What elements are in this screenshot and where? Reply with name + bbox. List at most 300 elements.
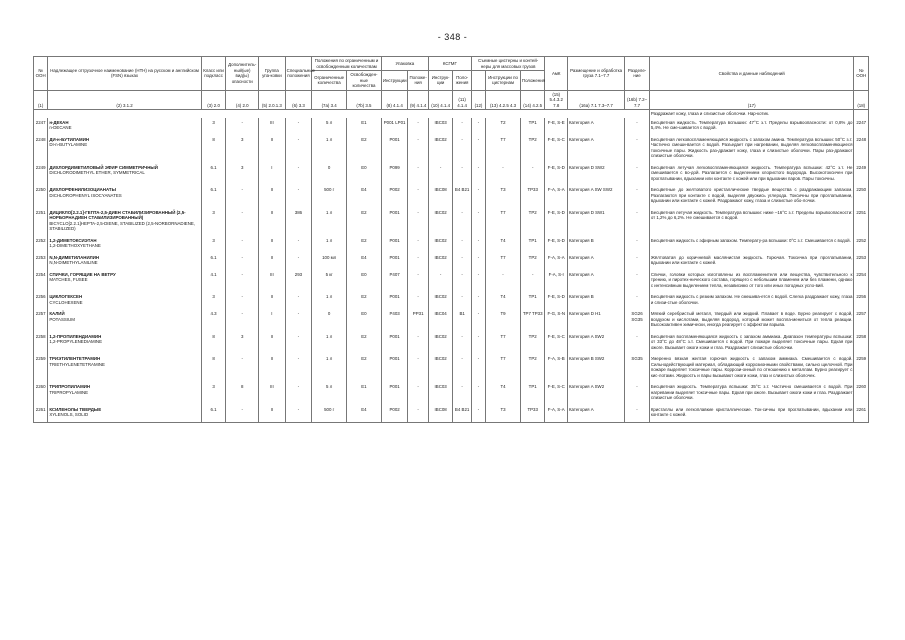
un-number-cell: 2260 xyxy=(854,382,869,402)
name-cell xyxy=(48,208,201,233)
properties-cell: Жёлтоватая до коричневой маслянистая жидкость. Горючая. Токсична при проглатывании, вдыхании или контакте с кожей. xyxy=(650,254,853,265)
table-row xyxy=(34,354,869,379)
seg-cell: - xyxy=(625,292,650,306)
sp-cell: 293 xyxy=(285,270,312,290)
dangerous-goods-table xyxy=(33,56,869,423)
pg-cell: II xyxy=(259,253,286,267)
t1-cell: - xyxy=(471,236,485,250)
column-number: (4) 2.0 xyxy=(226,90,259,110)
ibc-cell: IBC04 xyxy=(428,309,453,329)
sp-cell: - xyxy=(285,185,312,205)
ibc-cell: IBC08 xyxy=(428,405,453,419)
un-number-cell: 2257 xyxy=(34,309,48,329)
sp-cell: - xyxy=(285,332,312,352)
ibc-cell: - xyxy=(428,270,453,290)
tcode-cell: T4 xyxy=(486,292,521,306)
t1-cell: - xyxy=(471,208,485,233)
un-number-cell: 2254 xyxy=(854,270,869,290)
pp-cell: - xyxy=(408,405,428,419)
tp-cell: - xyxy=(520,270,545,290)
ibcp-cell: - xyxy=(453,292,471,306)
header-ibc-instructions: Инструк-ции xyxy=(428,71,453,91)
t1-cell: - xyxy=(471,135,485,160)
seg-cell: - xyxy=(625,332,650,352)
pi-cell: P001 LP01 xyxy=(381,118,408,132)
table-row xyxy=(34,118,869,132)
pg-cell: II xyxy=(259,405,286,419)
name-ru: ТРИЭТИЛЕНТЕТРАМИН xyxy=(49,356,101,361)
tp-cell: - xyxy=(520,163,545,183)
column-number: (13) 4.2.5 4.3 xyxy=(486,90,521,110)
lq-cell: 1 л xyxy=(312,332,347,352)
name-cell xyxy=(48,135,201,160)
pp-cell: - xyxy=(408,236,428,250)
eq-cell: E1 xyxy=(347,118,382,132)
ibc-cell: IBC03 xyxy=(428,382,453,402)
pg-cell: II xyxy=(259,292,286,306)
pi-cell: P001 xyxy=(381,382,408,402)
tcode-cell: T2 xyxy=(486,118,521,132)
tcode-cell: T4 xyxy=(486,236,521,250)
properties-cell: Мягкий серебристый металл, твердый или жидкий. Плавает в воде. Бурно реагирует с водой, воздухом и кислотами, выделяя водород, который может воспла-мениться от тепла реакции. Высокоактивен химически, иногда реагирует с эффектом взрыва. xyxy=(650,311,853,327)
un-number-cell: 2260 xyxy=(34,382,48,402)
cls-cell: 3 xyxy=(201,236,226,250)
sub-cell: - xyxy=(226,405,259,419)
header-packing-group: Группа упа-ковки xyxy=(259,57,286,91)
name-ru: ДИХЛОРФЕНИЛИЗОЦИАНАТЫ xyxy=(49,187,116,192)
continuation-row xyxy=(34,110,869,118)
pi-cell: P099 xyxy=(381,163,408,183)
stow-cell: Категория B xyxy=(567,236,624,250)
header-tank-provisions: Положения xyxy=(520,71,545,91)
stow-cell: Категория A xyxy=(567,270,624,290)
properties-cell: Бесцветная летучая легковоспламеняющаяся жидкость. Температура вспышки: 42°C з.т. Не смешивается с во-дой. Разлагается с выделением хлористого водорода. Высокотоксичен при проглатывании, вдыхании или контакте с кожей или при вдыхании паров. Пары токсичны. xyxy=(650,164,853,181)
ibcp-cell: - xyxy=(453,236,471,250)
header-adr-code: АмК xyxy=(545,57,568,91)
column-number: (18) xyxy=(854,90,869,110)
lq-cell: 5 л xyxy=(312,118,347,132)
table-row xyxy=(34,332,869,352)
ibc-cell: IBC02 xyxy=(428,292,453,306)
t1-cell: - xyxy=(471,309,485,329)
name-ru: ТРИПРОПИЛАМИН xyxy=(49,384,91,389)
lq-cell: 1 л xyxy=(312,236,347,250)
lq-cell: 1 л xyxy=(312,292,347,306)
t1-cell: - xyxy=(471,382,485,402)
name-en: TRIPROPYLAMINE xyxy=(49,389,89,395)
t1-cell: - xyxy=(471,185,485,205)
ibcp-cell: - xyxy=(453,118,471,132)
name-cell xyxy=(48,382,201,402)
pi-cell: P001 xyxy=(381,253,408,267)
ibc-cell: IBC02 xyxy=(428,332,453,352)
properties-cell: Бесцветная жидкость. Температура вспышки: 35°C з.т. Частично смешивается с водой. При нагревании выделяет токсичные пары. Едкая при ожоге. Вызывает ожоги кожи и глаз. Раздражает слизистые оболочки. xyxy=(650,384,853,400)
seg-cell: - xyxy=(625,270,650,290)
pi-cell: P403 xyxy=(381,309,408,329)
cls-cell: 6.1 xyxy=(201,405,226,419)
lq-cell: 500 г xyxy=(312,405,347,419)
ems-cell: F-E, S-E xyxy=(545,118,568,132)
name-ru: н-ДЕКАН xyxy=(49,119,69,125)
tcode-cell: - xyxy=(486,270,521,290)
name-en: XYLENOLS, SOLID xyxy=(49,412,89,417)
ems-cell: F-A, S-A xyxy=(545,253,568,267)
eq-cell: E4 xyxy=(347,405,382,419)
name-ru: ДИЦИКЛО[2.2.1]-ГЕПТА-2,5-ДИЕН СТАБИЛИЗИРОВАННЫЙ (2,5-НОРБОРНАДИЕН СТАБИЛИЗИРОВАННЫЙ) xyxy=(49,209,186,220)
name-cell xyxy=(48,292,201,306)
properties-cell: Бесцветная жидкость с резким запахом. Не смешива-ется с водой. Слегка раздражает кожу, глаза и слизи-стые оболочки. xyxy=(650,294,853,305)
name-cell xyxy=(48,354,201,379)
pi-cell: P001 xyxy=(381,292,408,306)
tp-cell: TP1 xyxy=(520,236,545,250)
pp-cell: - xyxy=(408,185,428,205)
name-ru: 1,2-ДИМЕТОКСИЭТАН xyxy=(49,237,97,243)
eq-cell: E0 xyxy=(347,163,382,183)
un-number-cell: 2251 xyxy=(34,208,48,233)
eq-cell: E2 xyxy=(347,292,382,306)
header-ibc-provisions: Поло-жения xyxy=(453,71,471,91)
ibc-cell: IBC02 xyxy=(428,354,453,379)
un-number-cell: 2254 xyxy=(34,270,48,290)
tp-cell: TP2 xyxy=(520,332,545,352)
seg-cell: - xyxy=(625,382,650,402)
tcode-cell: T7 xyxy=(486,332,521,352)
un-number-cell: 2258 xyxy=(854,332,869,352)
ibcp-cell: - xyxy=(453,208,471,233)
cls-cell: 3 xyxy=(201,208,226,233)
column-number: (11) 4.1.4 xyxy=(453,90,471,110)
page-number: - 348 - xyxy=(437,32,468,42)
t1-cell: - xyxy=(471,332,485,352)
pi-cell: P001 xyxy=(381,332,408,352)
sub-cell: 8 xyxy=(226,382,259,402)
table-row xyxy=(34,382,869,402)
header-special-provisions: Специальные положения xyxy=(285,57,312,91)
un-number-cell: 2247 xyxy=(854,118,869,132)
tcode-cell: T7 xyxy=(486,253,521,267)
header-tanks: Съемные цистерны и контей-неры для массовых грузов xyxy=(471,57,545,71)
pp-cell: - xyxy=(408,135,428,160)
ibc-cell: IBC03 xyxy=(428,118,453,132)
eq-cell: E1 xyxy=(347,382,382,402)
column-number: (12) xyxy=(471,90,485,110)
header-pkg-provisions: Положе-ния xyxy=(408,71,428,91)
un-number-cell: 2253 xyxy=(854,253,869,267)
pi-cell: P001 xyxy=(381,354,408,379)
name-cell xyxy=(48,236,201,250)
column-number: (2) 3.1.2 xyxy=(48,90,201,110)
header-stowage: Размещение и обработка груза 7.1–7.7 xyxy=(567,57,624,91)
ems-cell: F-A, S-A xyxy=(545,405,568,419)
stow-cell: Категория A SW2 xyxy=(567,332,624,352)
name-en: CYCLOHEXENE xyxy=(49,299,83,305)
lq-cell: 100 мл xyxy=(312,253,347,267)
un-number-cell: 2251 xyxy=(854,208,869,233)
ibcp-cell: - xyxy=(453,253,471,267)
ibcp-cell: - xyxy=(453,163,471,183)
seg-cell: - xyxy=(625,405,650,419)
name-cell xyxy=(48,118,201,132)
cls-cell: 8 xyxy=(201,354,226,379)
column-number: (8) 4.1.4 xyxy=(381,90,408,110)
stow-cell: Категория B SW2 xyxy=(567,354,624,379)
properties-cell: Спички, головки которых изготовлены из воспламенителя или вещества, чувствительного к трению, и пиротех-нического состава, горящего с небольшим пламенем или без пламени, однако с интенсивным выделением тепла, независимо от того или иных погодных усло-вий. xyxy=(650,271,853,288)
un-number-cell: 2259 xyxy=(34,354,48,379)
pp-cell: - xyxy=(408,253,428,267)
pg-cell: II xyxy=(259,332,286,352)
name-cell xyxy=(48,270,201,290)
name-en: 1,2-DIMETHOXYETHANE xyxy=(49,243,101,248)
pg-cell: II xyxy=(259,354,286,379)
name-ru: ЦИКЛОГЕКСЕН xyxy=(49,294,83,299)
header-ibc: КСГМГ xyxy=(428,57,471,71)
sp-cell: 386 xyxy=(285,208,312,233)
column-number: (10) 4.1.4 xyxy=(428,90,453,110)
name-en: n-DECANE xyxy=(49,125,72,130)
ibcp-cell: B4 B21 xyxy=(453,405,471,419)
ems-cell: F-E, S-C xyxy=(545,382,568,402)
header-tank-blank xyxy=(471,71,485,91)
name-ru: 1,2-ПРОПИЛЕНДИАМИН xyxy=(49,333,102,339)
pp-cell: - xyxy=(408,354,428,379)
t1-cell: - xyxy=(471,354,485,379)
table-row xyxy=(34,236,869,250)
seg-cell: - xyxy=(625,118,650,132)
sub-cell: - xyxy=(226,270,259,290)
stow-cell: Категория A xyxy=(567,118,624,132)
eq-cell: E2 xyxy=(347,354,382,379)
column-number: (3) 2.0 xyxy=(201,90,226,110)
eq-cell: E0 xyxy=(347,309,382,329)
header-class: Класс или подкласс xyxy=(201,57,226,91)
ibc-cell: IBC02 xyxy=(428,208,453,233)
name-cell xyxy=(48,253,201,267)
pp-cell: - xyxy=(408,292,428,306)
name-ru: ДИХЛОРДИМЕТИЛОВЫЙ ЭФИР СИММЕТРИЧНЫЙ xyxy=(49,164,158,170)
un-number-cell: 2258 xyxy=(34,332,48,352)
pi-cell: P407 xyxy=(381,270,408,290)
tp-cell: TP2 xyxy=(520,354,545,379)
table-row xyxy=(34,270,869,290)
cls-cell: 3 xyxy=(201,118,226,132)
ems-cell: F-E, S-C xyxy=(545,332,568,352)
cls-cell: 8 xyxy=(201,135,226,160)
ems-cell: F-E, S-D xyxy=(545,292,568,306)
header-tank-instructions: Инструкции по цистернам xyxy=(486,71,521,91)
sp-cell: - xyxy=(285,405,312,419)
sp-cell: - xyxy=(285,118,312,132)
cls-cell: 4.1 xyxy=(201,270,226,290)
seg-cell: - xyxy=(625,208,650,233)
name-en: POTASSIUM xyxy=(49,316,75,322)
cls-cell: 4.3 xyxy=(201,309,226,329)
column-number: (5) 2.0.1.3 xyxy=(259,90,286,110)
ems-cell: F-E, S-C xyxy=(545,135,568,160)
header-segregation: Разделе-ние xyxy=(625,57,650,91)
t1-cell: - xyxy=(471,292,485,306)
name-en: N,N-DIMETHYLANILINE xyxy=(49,260,98,265)
ibc-cell: IBC02 xyxy=(428,236,453,250)
seg-cell: - xyxy=(625,253,650,267)
t1-cell: - xyxy=(471,118,485,132)
t1-cell: - xyxy=(471,405,485,419)
un-number-cell: 2249 xyxy=(854,163,869,183)
ems-cell: F-G, S-N xyxy=(545,309,568,329)
pp-cell: - xyxy=(408,382,428,402)
pp-cell: - xyxy=(408,208,428,233)
pp-cell: - xyxy=(408,332,428,352)
eq-cell: E2 xyxy=(347,236,382,250)
ibcp-cell: - xyxy=(453,135,471,160)
name-en: MATCHES, FUSEE xyxy=(49,277,88,282)
un-number-cell: 2256 xyxy=(854,292,869,306)
pp-cell: - xyxy=(408,163,428,183)
name-cell xyxy=(48,332,201,352)
ems-cell: F-E, S-D xyxy=(545,208,568,233)
un-number-cell: 2248 xyxy=(854,135,869,160)
tcode-cell: T3 xyxy=(486,405,521,419)
lq-cell: 1 л xyxy=(312,208,347,233)
pi-cell: P001 xyxy=(381,208,408,233)
name-ru: N,N-ДИМЕТИЛАНИЛИН xyxy=(49,254,100,260)
cls-cell: 8 xyxy=(201,332,226,352)
name-cell xyxy=(48,163,201,183)
pg-cell: III xyxy=(259,382,286,402)
tp-cell: TP1 xyxy=(520,292,545,306)
properties-cell: Бесцветная легковоспламеняющаяся жидкость с запахом амина. Температура вспышки: 50°C з.т. Частично смеши-вается с водой. Разъедает при нагревании, выделяя легковоспламеняющиеся токсичные пары. Жидкость раз-дражает кожу, глаза и слизистые оболочки. Пары раз-дражают слизистые оболочки. xyxy=(650,136,853,158)
un-number-cell: 2257 xyxy=(854,309,869,329)
eq-cell: E4 xyxy=(347,185,382,205)
sub-cell: - xyxy=(226,292,259,306)
column-number: (16a) 7.1 7.3–7.7 xyxy=(567,90,624,110)
tp-cell: TP2 xyxy=(520,208,545,233)
stow-cell: Категория D SW1 xyxy=(567,208,624,233)
header-name: Надлежащее отгрузочное наименование (НТН) на русском и английском (FSN) языках xyxy=(48,57,201,91)
ibcp-cell: - xyxy=(453,332,471,352)
header-un-no-right: № ООН xyxy=(854,57,869,91)
un-number-cell: 2252 xyxy=(854,236,869,250)
name-en: DI-n-BUTYLAMINE xyxy=(49,142,88,147)
sp-cell: - xyxy=(285,292,312,306)
properties-cell: Бесцветная жидкость. Температура вспышки: 47°C з.т. Пределы взрывоопасности: от 0,8% до 5,4%. Не сме-шивается с водой. xyxy=(650,119,853,130)
pg-cell: III xyxy=(259,270,286,290)
cls-cell: 3 xyxy=(201,292,226,306)
table-row xyxy=(34,405,869,419)
column-number: (15) 5.4.3.2 7.8 xyxy=(545,90,568,110)
un-number-cell: 2247 xyxy=(34,118,48,132)
cls-cell: 3 xyxy=(201,382,226,402)
pp-cell: PP31 xyxy=(408,309,428,329)
name-en: TRIETHYLENETETRAMINE xyxy=(49,361,105,367)
seg-cell: - xyxy=(625,236,650,250)
sp-cell: - xyxy=(285,135,312,160)
t1-cell: - xyxy=(471,270,485,290)
tcode-cell: T7 xyxy=(486,208,521,233)
column-number: (6) 3.3 xyxy=(285,90,312,110)
ems-cell: F-A, S-A xyxy=(545,185,568,205)
ibcp-cell: B1 xyxy=(453,309,471,329)
name-cell xyxy=(48,405,201,419)
lq-cell: 0 xyxy=(312,309,347,329)
properties-cell: Умеренно вязкая желтая горючая жидкость с запахом аммиака. Смешивается с водой. Сильнодействующий материал, обладающий коррозионными свойствами, сильно щелочной. При пожаре выделяет токсичные пары. Коррози-онный по отношению к металлам. Бурно реагирует с кис-лотами. Жидкость и пары вызывают ожоги кожи, глаз и слизистых оболочек. xyxy=(650,356,853,378)
ibcp-cell: B4 B21 xyxy=(453,185,471,205)
ems-cell: F-E, S-D xyxy=(545,163,568,183)
eq-cell: E2 xyxy=(347,135,382,160)
pg-cell: II xyxy=(259,236,286,250)
properties-cell: Бесцветная летучая жидкость. Температура вспышки: ниже –16°C з.т. Пределы взрывоопасности: от 1,2% до 6,2%. Не смешивается с водой. xyxy=(649,208,854,233)
pi-cell: P001 xyxy=(381,236,408,250)
header-row-1 xyxy=(34,57,869,71)
table-row xyxy=(34,135,869,160)
pg-cell: I xyxy=(259,309,286,329)
name-en: DICHLORODIMETHYL ETHER, SYMMETRICAL xyxy=(49,170,145,175)
tp-cell: TP2 xyxy=(520,253,545,267)
sub-cell: - xyxy=(226,253,259,267)
name-ru: КАЛИЙ xyxy=(49,311,65,316)
seg-cell: - xyxy=(625,163,650,183)
lq-cell: 500 г xyxy=(312,185,347,205)
column-number: (1) xyxy=(34,90,48,110)
eq-cell: E2 xyxy=(347,208,382,233)
sp-cell: - xyxy=(285,309,312,329)
sp-cell: - xyxy=(285,253,312,267)
un-number-cell: 2253 xyxy=(34,253,48,267)
sub-cell: - xyxy=(226,309,259,329)
pi-cell: P002 xyxy=(381,185,408,205)
pg-cell: II xyxy=(259,208,286,233)
name-en: 1,2-PROPYLENEDIAMINE xyxy=(49,339,103,344)
stow-cell: Категория A xyxy=(567,405,624,419)
stow-cell: Категория A SW SW2 xyxy=(567,185,624,205)
seg-cell: - xyxy=(625,185,650,205)
header-properties: Свойства и данные наблюдений xyxy=(649,57,854,91)
sub-cell: - xyxy=(226,208,259,233)
tcode-cell: T7 xyxy=(486,135,521,160)
un-number-cell: 2259 xyxy=(854,354,869,379)
cls-cell: 6.1 xyxy=(201,253,226,267)
pi-cell: P001 xyxy=(381,135,408,160)
un-number-cell: 2248 xyxy=(34,135,48,160)
name-en: BICYCLO[2.2.1]HEPTA-2,5-DIENE, STABILIZED (2,5-NORBORNADIENE, STABILIZED) xyxy=(49,220,196,231)
table-row xyxy=(34,185,869,205)
eq-cell: E2 xyxy=(347,332,382,352)
pg-cell: I xyxy=(259,163,286,183)
t1-cell: - xyxy=(471,253,485,267)
column-number: (7a) 3.4 xyxy=(312,90,347,110)
sub-cell: 3 xyxy=(226,163,259,183)
tp-cell: TP7 TP33 xyxy=(520,309,545,329)
name-ru: СПИЧКИ, ГОРЯЩИЕ НА ВЕТРУ xyxy=(49,271,116,277)
column-number-row xyxy=(34,90,869,110)
ibc-cell: IBC02 xyxy=(428,135,453,160)
column-number: (17) xyxy=(649,90,854,110)
pi-cell: P002 xyxy=(381,405,408,419)
tcode-cell: T7 xyxy=(486,354,521,379)
name-cell xyxy=(48,309,201,329)
pg-cell: II xyxy=(259,185,286,205)
tp-cell: TP2 xyxy=(520,135,545,160)
sp-cell: - xyxy=(285,163,312,183)
un-number-cell: 2261 xyxy=(34,405,48,419)
stow-cell: Категория D SW2 xyxy=(567,163,624,183)
sub-cell: 3 xyxy=(226,332,259,352)
tcode-cell: T9 xyxy=(486,309,521,329)
table-row xyxy=(34,292,869,306)
lq-cell: 1 л xyxy=(312,135,347,160)
header-packaging: Упаковка xyxy=(381,57,428,71)
sp-cell: - xyxy=(285,354,312,379)
properties-cell: Бесцветные до желтоватого кристаллические твердые вещества с раздражающим запахом. Разлагаются при контакте с водой, выделяя двуокись углерода. Токсичны при проглатывании, вдыхании или контакте с кожей. Раздражают кожу, глаза и слизистые обо-лочки. xyxy=(650,187,853,203)
